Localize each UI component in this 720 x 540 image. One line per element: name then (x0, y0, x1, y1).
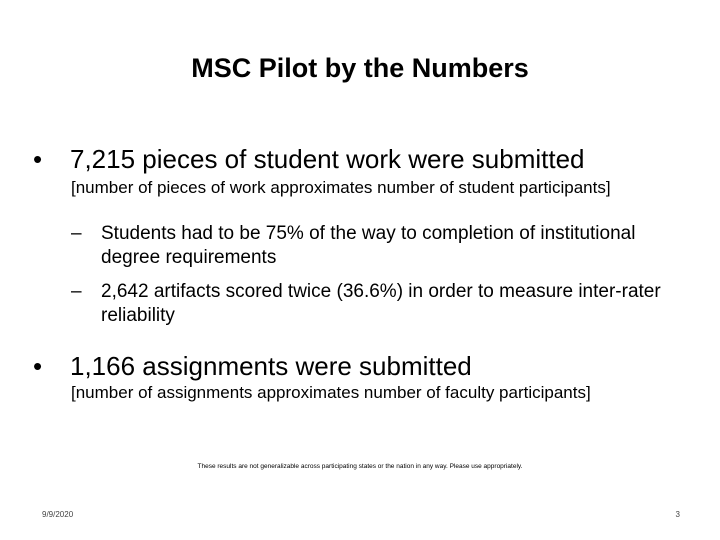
bullet-note: [number of pieces of work approximates number of student participants] (71, 178, 611, 197)
slide-title: MSC Pilot by the Numbers (191, 53, 529, 83)
bullet-marker: • (33, 351, 43, 381)
footer-page-number: 3 (675, 510, 680, 519)
disclaimer-text: These results are not generalizable across participating states or the nation in any way. Please use appropriately. (197, 463, 523, 470)
sub-bullet-text: 2,642 artifacts scored twice (36.6%) in order to measure inter-rater reliability (101, 281, 661, 326)
footer-date: 9/9/2020 (42, 510, 74, 519)
sub-bullet-text: Students had to be 75% of the way to completion of institutional degree requirements (101, 223, 636, 268)
bullet-note: [number of assignments approximates number of faculty participants] (71, 383, 591, 402)
bullet-text: 7,215 pieces of student work were submitted (70, 144, 585, 174)
sub-bullet-marker: – (71, 223, 82, 244)
bullet-text: 1,166 assignments were submitted (70, 351, 472, 381)
sub-bullet-marker: – (71, 281, 82, 302)
bullet-marker: • (33, 144, 43, 174)
